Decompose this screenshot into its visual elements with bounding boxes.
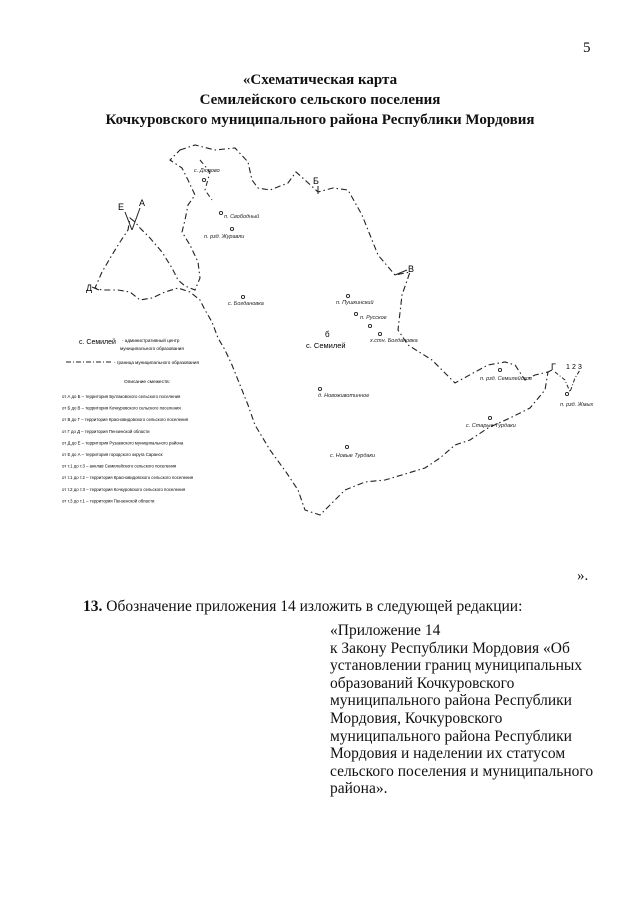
marker-novye-yurbey (378, 332, 381, 335)
appendix-line: Мордовия, Кочкуровского (330, 709, 503, 727)
marker-novozhivotinny (318, 387, 321, 390)
point-label-d: Д (86, 283, 93, 293)
legend-center-desc-1: - административный центр (122, 338, 180, 343)
title-line-1: «Схематическая карта (242, 72, 398, 88)
enclave-boundary (555, 370, 580, 392)
point-label-e: Е (118, 202, 125, 212)
legend-item: от Д до Е – территория Рузаевского муниципального района (62, 440, 184, 446)
section-number: 13. (83, 598, 103, 615)
appendix-line: муниципального района Республики (330, 727, 572, 745)
section-text: Обозначение приложения 14 изложить в следующей редакции: (106, 598, 523, 615)
point-label-v: В (408, 264, 415, 274)
label-vorobyevo: п. рзд. Семилейское (480, 376, 533, 382)
label-novye-yurbey: х.стн. Богдановка (370, 338, 418, 344)
point-label-b: Б (313, 176, 319, 186)
title-line-2: Семилейского сельского поселения (199, 92, 441, 108)
appendix-line: муниципального района Республики (330, 692, 572, 710)
appendix-line: сельского поселения и муниципального (330, 762, 594, 780)
legend-scheme-title: Описание смежеств: (124, 380, 171, 385)
section-13 (83, 598, 522, 616)
legend-border-desc: - граница муниципального образования (114, 360, 199, 365)
appendix-line: Мордовия и наделении их статусом (330, 745, 566, 763)
label-p-nyzh: п. рзд. Жмых (560, 402, 594, 408)
appendix-line: к Закону Республики Мордовия «Об (330, 639, 570, 657)
map-quote-close: ». (577, 568, 589, 584)
label-dyurovo: с. Дюрово (194, 168, 220, 174)
appendix-line: установлении границ муниципальных (330, 657, 583, 675)
marker-bogdanovka (241, 295, 244, 298)
appendix-line: района». (330, 780, 388, 798)
marker-semiley-small (368, 324, 371, 327)
legend-item: от А до Б – территория Булгаковского сельского поселения (62, 394, 181, 399)
legend-item: от В до Г – территория Красновидовского сельского поселения (62, 417, 189, 423)
marker-russkoe (354, 312, 357, 315)
label-novozhivotinny: д. Новоживотинное (318, 393, 370, 399)
point-label-3: 3 (578, 364, 582, 371)
marker-p-nyzh (565, 392, 568, 395)
legend-item: от т.1 до т.3 – анклав Семилейского сельского поселения (62, 463, 177, 469)
appendix-line: образований Кочкуровского (330, 674, 515, 692)
title-line-3: Кочкуровского муниципального района Республики Мордовия (105, 112, 535, 128)
marker-novye-turdaki (345, 445, 348, 448)
legend-item: от Е до А – территория городского округа Саранск (62, 452, 163, 457)
marker-starye-turdaki (488, 416, 491, 419)
point-label-a: А (139, 198, 146, 208)
point-a-leader (132, 208, 140, 230)
legend-center-symbol: с. Семилей (79, 339, 116, 346)
legend-center-desc-2: муниципального образования (120, 346, 184, 351)
appendix-heading (330, 622, 605, 798)
point-label-g: Г (551, 362, 556, 372)
label-novye-turdaki: с. Новые Турдаки (330, 453, 376, 459)
label-bogdanovka: с. Богдановка (228, 301, 264, 307)
legend-item: от т.3 до т.1 – территория Пензенской области (62, 498, 155, 504)
point-label-2: 2 (572, 364, 576, 371)
map-legend (62, 337, 199, 503)
marker-dyurovo (202, 178, 205, 181)
marker-pushkinsky (346, 294, 349, 297)
label-zhuravli: п. рзд. Журавли (204, 234, 245, 240)
settlement-boundary (95, 145, 548, 515)
marker-vorobyevo (498, 368, 501, 371)
point-label-1: 1 (566, 364, 570, 371)
label-svobodny: п. Свободный (224, 214, 260, 220)
label-russkoe: п. Русское (360, 315, 387, 321)
label-semiley-center: с. Семилей (306, 341, 346, 350)
page-number: 5 (583, 40, 591, 56)
legend-item: от т.1 до т.2 – территория Красновидовского сельского поселения (62, 475, 194, 481)
marker-svobodny (219, 211, 222, 214)
marker-zhuravli (230, 227, 233, 230)
label-starye-turdaki: с. Старые Турдаки (466, 423, 516, 429)
legend-item: от Б до В – территория Кочкуровского сельского поселения (62, 405, 181, 411)
legend-item: от т.2 до т.3 – территория Кочкуровского сельского поселения (62, 486, 186, 492)
appendix-line: «Приложение 14 (330, 622, 441, 639)
legend-item: от Г до Д – территория Пензенской области (62, 428, 150, 434)
label-pushkinsky: п. Пушкинский (336, 300, 374, 306)
marker-semiley-center: б (325, 330, 330, 339)
